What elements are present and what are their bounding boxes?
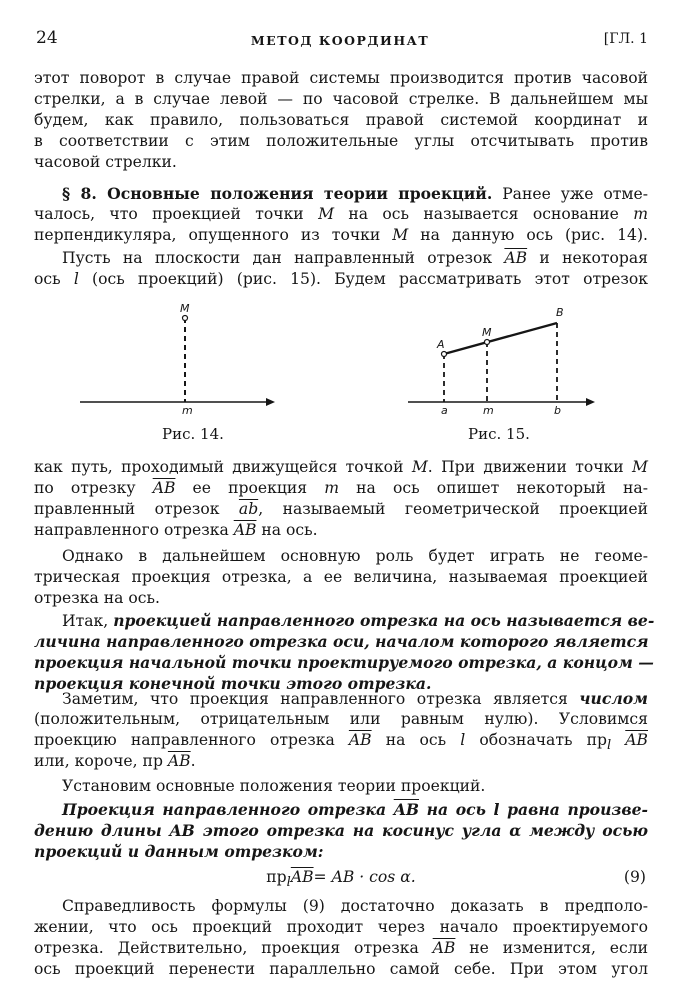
paragraph-9 — [34, 896, 648, 980]
text-line: отрезка на ось. — [34, 589, 160, 607]
text-line: часовой стрелки. — [34, 153, 177, 171]
paragraph-7 — [34, 688, 648, 772]
text-line: стрелки, а в случае левой — по часовой стрелке. В дальнейшем мы — [34, 90, 648, 108]
emphasis: числом — [579, 689, 648, 708]
definition-paragraph — [34, 610, 655, 694]
point-A — [442, 352, 447, 357]
math-var: l — [73, 270, 79, 288]
vector-AB: $\overline{AB}$ — [348, 731, 372, 749]
vector-AB: $\overline{AB}$ — [504, 249, 528, 267]
text-span: , называемый геометрической проекцией — [258, 500, 648, 518]
text-span: по отрезку — [34, 479, 153, 497]
math-var: M — [411, 458, 428, 476]
point-M — [485, 340, 490, 345]
label-M: M — [180, 302, 190, 315]
vector-ab: $\overline{ab}$ — [238, 500, 259, 518]
definition-text: проекция начальной точки проектируемого отрезка, а концом — — [34, 653, 654, 672]
label-b: b — [554, 404, 561, 417]
equation-number: (9) — [623, 868, 646, 886]
label-a: a — [441, 404, 448, 417]
text-line — [34, 799, 648, 820]
text-line — [34, 730, 648, 754]
theorem-statement — [34, 799, 648, 862]
text-span: как путь, проходимый движущейся точкой — [34, 458, 412, 476]
paragraph-1 — [34, 68, 648, 173]
text-line — [34, 269, 648, 290]
vector-AB: $\overline{AB}$ — [393, 800, 419, 819]
text-span: на данную ось (рис. 14). — [408, 226, 648, 244]
figure-15-caption: Рис. 15. — [468, 425, 530, 443]
text-line — [34, 688, 648, 709]
text-line: ось проекций перенести параллельно самой себе. При этом угол — [34, 960, 648, 978]
text-span: Ранее уже отме- — [502, 185, 648, 203]
running-title: МЕТОД КООРДИНАТ — [250, 33, 430, 48]
text-span: отрезка. Действительно, проекция отрезка — [34, 939, 433, 957]
text-line — [34, 248, 648, 269]
segment-AB — [444, 323, 557, 354]
label-M: M — [482, 326, 492, 339]
text-line — [34, 610, 655, 631]
text-span: или, короче, пр — [34, 752, 168, 770]
vector-AB: $\overline{AB}$ — [167, 752, 191, 770]
text-span: Пусть на плоскости дан направленный отрезок — [62, 249, 505, 267]
subscript: l — [606, 738, 612, 754]
text-span: на ось — [371, 731, 461, 749]
formula-operator: пр — [266, 868, 287, 886]
figure-14 — [70, 296, 280, 421]
text-span: правленный отрезок — [34, 500, 239, 518]
definition-text: личина направленного отрезка оси, началом которого является — [34, 632, 649, 651]
text-line — [34, 204, 648, 225]
text-line — [34, 183, 648, 204]
text-span: проекцию направленного отрезка — [34, 731, 349, 749]
math-var: M — [392, 226, 409, 244]
vector-AB: $\overline{AB}$ — [625, 731, 648, 749]
arrow-icon — [586, 398, 595, 406]
paragraph-8 — [34, 776, 648, 797]
text-line: (положительным, отрицательным или равным нулю). Условимся — [34, 710, 648, 728]
text-line: Однако в дальнейшем основную роль будет играть не геоме- — [62, 547, 648, 565]
label-A: A — [437, 338, 445, 351]
formula-rhs: = AB · cos α. — [313, 868, 416, 886]
label-m: m — [182, 404, 193, 417]
text-line: дению длины AB этого отрезка на косинус угла α между осью — [34, 821, 648, 840]
formula-body — [34, 868, 648, 890]
text-line: Установим основные положения теории проекций. — [62, 777, 486, 795]
formula-9 — [34, 868, 648, 890]
text-line — [34, 499, 648, 520]
text-span: на ось называется основание — [334, 205, 634, 223]
text-span: на ось l равна произве- — [419, 800, 649, 819]
vector-AB: $\overline{AB}$ — [290, 868, 314, 886]
text-span: Заметим, что проекция направленного отрезка является — [62, 690, 580, 708]
point-M — [183, 316, 188, 321]
paragraph-3 — [34, 248, 648, 290]
figure-14-caption: Рис. 14. — [162, 425, 224, 443]
text-line: трическая проекция отрезка, а ее величина, называемая проекцией — [34, 568, 648, 586]
text-span: не изменится, если — [455, 939, 648, 957]
text-span: на ось. — [256, 521, 318, 539]
text-line — [34, 938, 648, 959]
text-line — [34, 457, 648, 478]
chapter-marker: [ГЛ. 1 — [603, 31, 648, 47]
text-span: (ось проекций) (рис. 15). Будем рассматривать этот отрезок — [78, 270, 649, 288]
definition-text: проекция конечной точки этого отрезка. — [34, 674, 432, 693]
page-number: 24 — [36, 28, 58, 48]
arrow-icon — [266, 398, 275, 406]
text-span: Итак, — [62, 612, 114, 630]
text-line — [34, 225, 648, 246]
text-line: этот поворот в случае правой системы производится против часовой — [34, 69, 648, 87]
section-8-paragraph — [34, 183, 648, 246]
text-span: на ось опишет некоторый на- — [339, 479, 648, 497]
text-span: . При движении точки — [427, 458, 633, 476]
section-heading: § 8. Основные положения теории проекций. — [62, 184, 493, 203]
vector-AB: $\overline{AB}$ — [233, 521, 257, 539]
paragraph-5 — [34, 546, 648, 609]
text-span: и некоторая — [527, 249, 649, 267]
vector-AB: $\overline{AB}$ — [152, 479, 176, 497]
text-span: обозначать пр — [465, 731, 607, 749]
text-span: . — [190, 752, 196, 770]
text-span: перпендикуляра, опущенного из точки — [34, 226, 393, 244]
paragraph-4 — [34, 457, 648, 541]
subscript: l — [286, 875, 291, 891]
vector-AB: $\overline{AB}$ — [432, 939, 456, 957]
math-var: M — [318, 205, 335, 223]
text-span: ее проекция — [175, 479, 325, 497]
text-line — [34, 751, 648, 772]
label-B: B — [556, 306, 564, 319]
text-span: направленного отрезка — [34, 521, 234, 539]
definition-text: проекцией направленного отрезка на ось называется ве- — [113, 611, 655, 630]
text-span: ось — [34, 270, 74, 288]
text-line: Справедливость формулы (9) достаточно доказать в предполо- — [62, 897, 648, 915]
text-span: чалось, что проекцией точки — [34, 205, 319, 223]
text-line — [34, 520, 648, 541]
math-var: M — [632, 458, 648, 476]
math-var: m — [633, 205, 648, 223]
label-m: m — [483, 404, 494, 417]
text-line — [34, 478, 648, 499]
text-line: будем, как правило, пользоваться правой системой координат и — [34, 111, 648, 129]
math-var: m — [324, 479, 340, 497]
text-line: проекций и данным отрезком: — [34, 842, 324, 861]
text-line: жении, что ось проекций проходит через начало проектируемого — [34, 918, 648, 936]
math-var: l — [460, 731, 466, 749]
text-line: в соответствии с этим положительные углы отсчитывать против — [34, 132, 648, 150]
figure-15 — [400, 296, 600, 421]
text-span: Проекция направленного отрезка — [62, 800, 394, 819]
